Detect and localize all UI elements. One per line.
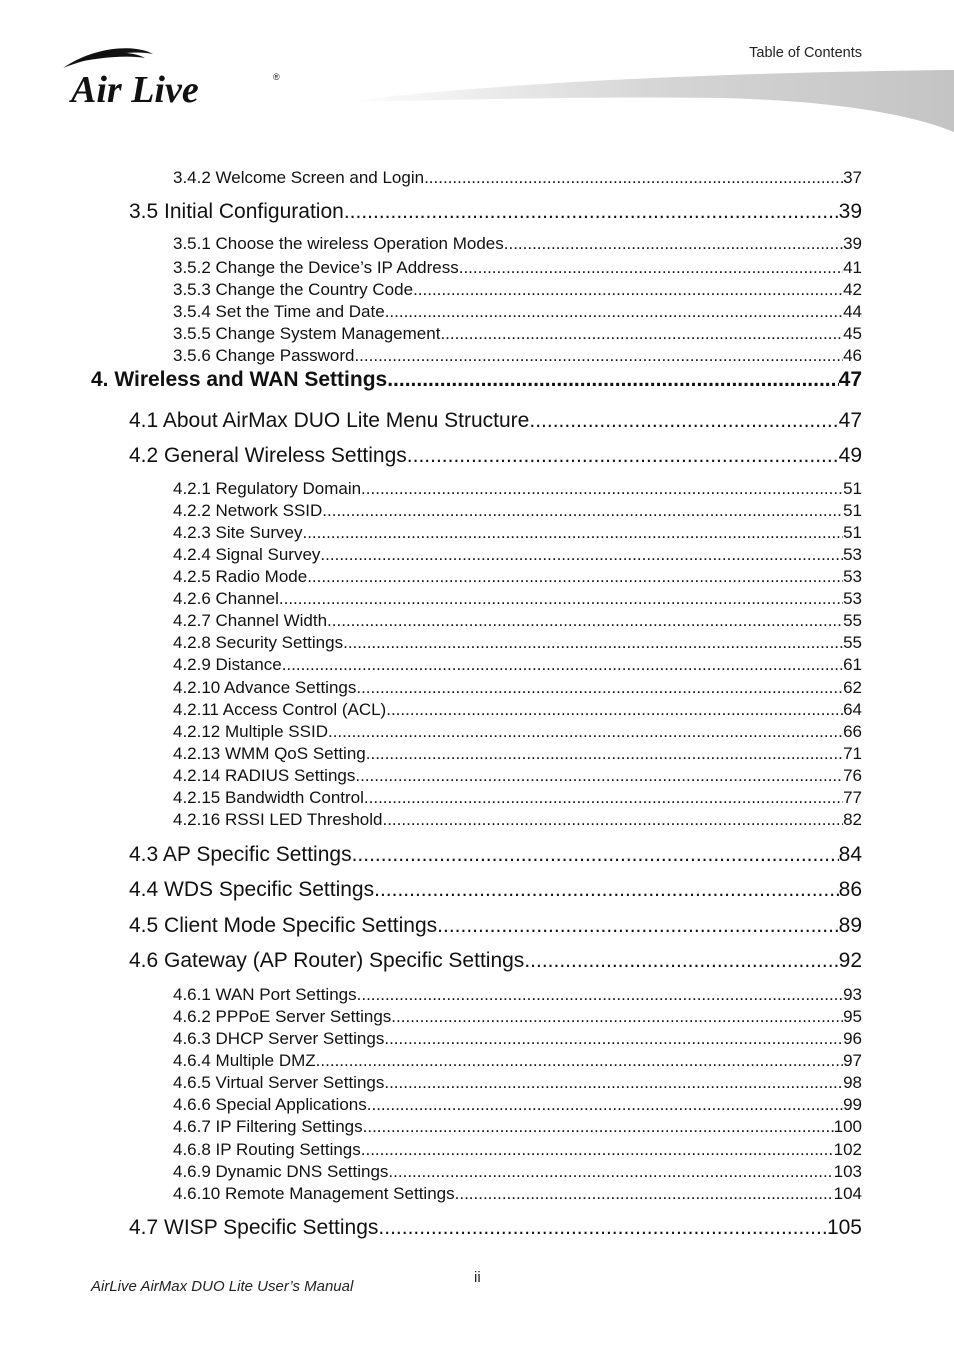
toc-entry-title: 4.2.5 Radio Mode	[173, 567, 308, 586]
toc-dot-leader	[352, 843, 839, 867]
toc-dot-leader	[407, 444, 839, 468]
toc-entry-title: 4.6.6 Special Applications	[173, 1095, 367, 1114]
toc-entry-page: 39	[843, 234, 862, 253]
toc-entry[interactable]	[173, 258, 862, 278]
toc-entry-page: 39	[838, 200, 862, 223]
toc-entry-title: 4.2.4 Signal Survey	[173, 545, 321, 564]
toc-entry-page: 55	[843, 633, 862, 652]
toc-entry-title: 3.5.3 Change the Country Code	[173, 280, 414, 299]
toc-entry-page: 100	[833, 1117, 862, 1136]
toc-dot-leader	[391, 1007, 843, 1027]
toc-entry[interactable]	[173, 1051, 862, 1071]
toc-entry-title: 3.4.2 Welcome Screen and Login	[173, 168, 425, 187]
toc-entry-page: 46	[843, 346, 862, 365]
manual-title: AirLive AirMax DUO Lite User’s Manual	[91, 1278, 354, 1295]
toc-entry-title: 4.2.11 Access Control (ACL)	[173, 700, 387, 719]
toc-dot-leader	[382, 810, 843, 830]
toc-dot-leader	[384, 1029, 843, 1049]
toc-dot-leader	[361, 1140, 834, 1160]
toc-entry[interactable]	[173, 523, 862, 543]
toc-dot-leader	[524, 949, 838, 973]
toc-entry-title: 4.2.10 Advance Settings	[173, 678, 357, 697]
toc-dot-leader	[361, 479, 843, 499]
toc-entry-page: 41	[843, 258, 862, 277]
toc-entry-page: 84	[838, 843, 862, 866]
toc-entry-title: 4.2.12 Multiple SSID	[173, 722, 328, 741]
toc-dot-leader	[355, 766, 843, 786]
toc-entry-page: 55	[843, 611, 862, 630]
toc-dot-leader	[328, 722, 843, 742]
toc-entry[interactable]	[173, 611, 862, 631]
toc-dot-leader	[357, 985, 843, 1005]
toc-entry[interactable]	[173, 1162, 862, 1182]
toc-entry[interactable]	[129, 843, 862, 867]
toc-entry-title: 4. Wireless and WAN Settings	[91, 368, 388, 391]
toc-dot-leader	[387, 368, 838, 392]
airlive-logo	[55, 40, 295, 115]
toc-dot-leader	[504, 234, 843, 254]
toc-entry-page: 53	[843, 545, 862, 564]
toc-entry-title: 4.1 About AirMax DUO Lite Menu Structure	[129, 409, 530, 432]
toc-entry[interactable]	[129, 914, 862, 938]
toc-entry-title: 4.6.8 IP Routing Settings	[173, 1140, 361, 1159]
toc-entry-title: 4.2.15 Bandwidth Control	[173, 788, 364, 807]
toc-entry-page: 97	[843, 1051, 862, 1070]
toc-dot-leader	[327, 611, 843, 631]
toc-entry-page: 99	[843, 1095, 862, 1114]
toc-entry-title: 4.3 AP Specific Settings	[129, 843, 352, 866]
toc-entry-title: 4.6.9 Dynamic DNS Settings	[173, 1162, 389, 1181]
toc-entry-title: 4.7 WISP Specific Settings	[129, 1216, 379, 1239]
toc-entry-title: 4.6.7 IP Filtering Settings	[173, 1117, 363, 1136]
header-swoosh	[340, 70, 954, 140]
toc-entry-page: 93	[843, 985, 862, 1004]
toc-dot-leader	[386, 700, 843, 720]
toc-dot-leader	[459, 258, 843, 278]
toc-entry-page: 47	[838, 368, 862, 391]
toc-entry[interactable]	[129, 200, 862, 224]
toc-entry-title: 4.2.7 Channel Width	[173, 611, 328, 630]
toc-entry-title: 3.5.1 Choose the wireless Operation Modes	[173, 234, 504, 253]
toc-entry-title: 4.2.8 Security Settings	[173, 633, 344, 652]
toc-entry-page: 51	[843, 523, 862, 542]
toc-entry-page: 53	[843, 567, 862, 586]
toc-entry-title: 4.2.2 Network SSID	[173, 501, 323, 520]
toc-entry[interactable]	[173, 810, 862, 830]
toc-entry[interactable]	[173, 655, 862, 675]
toc-dot-leader	[366, 744, 843, 764]
toc-entry[interactable]	[173, 324, 862, 344]
logo-swoosh-icon	[63, 48, 153, 68]
toc-entry-title: 4.2.13 WMM QoS Setting	[173, 744, 366, 763]
toc-entry[interactable]	[173, 280, 862, 300]
toc-entry[interactable]	[173, 744, 862, 764]
toc-entry-title: 4.2.9 Distance	[173, 655, 282, 674]
toc-entry-page: 49	[838, 444, 862, 467]
toc-entry[interactable]	[173, 985, 862, 1005]
toc-entry[interactable]	[173, 1007, 862, 1027]
toc-dot-leader	[363, 1117, 834, 1137]
toc-entry[interactable]	[173, 633, 862, 653]
toc-entry-title: 4.6.10 Remote Management Settings	[173, 1184, 455, 1203]
toc-entry[interactable]	[173, 302, 862, 322]
toc-entry[interactable]	[173, 346, 862, 366]
toc-entry-page: 51	[843, 479, 862, 498]
toc-entry[interactable]	[173, 589, 862, 609]
toc-entry[interactable]	[173, 567, 862, 587]
toc-dot-leader	[385, 302, 843, 322]
toc-entry[interactable]	[129, 1216, 862, 1240]
toc-dot-leader	[322, 501, 843, 521]
toc-entry-page: 47	[838, 409, 862, 432]
toc-entry-title: 3.5 Initial Configuration	[129, 200, 344, 223]
toc-dot-leader	[455, 1184, 834, 1204]
toc-entry[interactable]	[173, 678, 862, 698]
toc-entry-page: 103	[833, 1162, 862, 1181]
toc-dot-leader	[364, 788, 843, 808]
toc-entry-page: 102	[833, 1140, 862, 1159]
toc-entry[interactable]	[173, 722, 862, 742]
toc-entry-title: 4.6 Gateway (AP Router) Specific Settings	[129, 949, 525, 972]
toc-entry-title: 4.5 Client Mode Specific Settings	[129, 914, 438, 937]
toc-entry-title: 4.6.3 DHCP Server Settings	[173, 1029, 385, 1048]
logo-registered-mark: ®	[273, 72, 280, 82]
toc-entry[interactable]	[173, 1095, 862, 1115]
toc-entry-page: 42	[843, 280, 862, 299]
toc-dot-leader	[344, 200, 839, 224]
toc-dot-leader	[374, 878, 839, 902]
toc-dot-leader	[529, 409, 838, 433]
toc-dot-leader	[413, 280, 843, 300]
toc-entry-page: 66	[843, 722, 862, 741]
toc-entry-title: 3.5.4 Set the Time and Date	[173, 302, 385, 321]
toc-entry-page: 37	[843, 168, 862, 187]
toc-entry-page: 86	[838, 878, 862, 901]
toc-dot-leader	[356, 678, 843, 698]
toc-dot-leader	[367, 1095, 843, 1115]
toc-entry[interactable]	[129, 949, 862, 973]
toc-entry-page: 44	[843, 302, 862, 321]
page-number: ii	[474, 1269, 481, 1286]
toc-entry-title: 3.5.2 Change the Device’s IP Address	[173, 258, 459, 277]
toc-entry-page: 45	[843, 324, 862, 343]
toc-entry[interactable]	[129, 409, 862, 433]
toc-dot-leader	[384, 1073, 843, 1093]
toc-entry[interactable]	[129, 444, 862, 468]
toc-entry-title: 3.5.6 Change Password	[173, 346, 355, 365]
toc-entry[interactable]	[173, 788, 862, 808]
toc-dot-leader	[282, 655, 843, 675]
toc-dot-leader	[424, 168, 843, 188]
toc-entry-page: 98	[843, 1073, 862, 1092]
toc-entry[interactable]	[173, 766, 862, 786]
toc-entry-page: 92	[838, 949, 862, 972]
toc-entry[interactable]	[129, 878, 862, 902]
toc-entry[interactable]	[173, 700, 862, 720]
toc-entry-title: 4.2 General Wireless Settings	[129, 444, 407, 467]
toc-entry[interactable]	[173, 168, 862, 188]
toc-entry-page: 53	[843, 589, 862, 608]
toc-entry[interactable]	[173, 1029, 862, 1049]
toc-entry-page: 64	[843, 700, 862, 719]
toc-entry-page: 104	[833, 1184, 862, 1203]
toc-entry-title: 4.6.1 WAN Port Settings	[173, 985, 357, 1004]
toc-entry-page: 96	[843, 1029, 862, 1048]
toc-dot-leader	[307, 567, 843, 587]
toc-entry[interactable]	[173, 479, 862, 499]
toc-dot-leader	[378, 1216, 827, 1240]
toc-entry[interactable]	[173, 1073, 862, 1093]
toc-entry[interactable]	[173, 1184, 862, 1204]
toc-dot-leader	[316, 1051, 843, 1071]
toc-entry-page: 61	[843, 655, 862, 674]
section-label: Table of Contents	[749, 45, 862, 61]
toc-entry[interactable]	[91, 368, 862, 392]
toc-entry-page: 82	[843, 810, 862, 829]
toc-entry-title: 4.2.6 Channel	[173, 589, 279, 608]
logo-text: Air Live	[71, 69, 199, 111]
toc-dot-leader	[388, 1162, 833, 1182]
toc-entry-page: 51	[843, 501, 862, 520]
toc-entry-title: 4.2.14 RADIUS Settings	[173, 766, 356, 785]
toc-dot-leader	[354, 346, 843, 366]
toc-entry-title: 3.5.5 Change System Management	[173, 324, 441, 343]
toc-entry-title: 4.2.1 Regulatory Domain	[173, 479, 362, 498]
toc-entry-page: 71	[843, 744, 862, 763]
toc-entry[interactable]	[173, 501, 862, 521]
toc-entry-title: 4.6.5 Virtual Server Settings	[173, 1073, 385, 1092]
toc-entry-page: 76	[843, 766, 862, 785]
toc-dot-leader	[437, 914, 838, 938]
toc-dot-leader	[320, 545, 843, 565]
toc-entry-page: 105	[826, 1216, 862, 1239]
toc-dot-leader	[302, 523, 843, 543]
toc-entry-title: 4.2.16 RSSI LED Threshold	[173, 810, 383, 829]
toc-entry-page: 95	[843, 1007, 862, 1026]
toc-entry-title: 4.2.3 Site Survey	[173, 523, 303, 542]
toc-entry[interactable]	[173, 1117, 862, 1137]
toc-dot-leader	[440, 324, 843, 344]
toc-entry[interactable]	[173, 1140, 862, 1160]
toc-entry-page: 62	[843, 678, 862, 697]
toc-entry[interactable]	[173, 234, 862, 254]
toc-entry-title: 4.6.2 PPPoE Server Settings	[173, 1007, 392, 1026]
toc-dot-leader	[343, 633, 843, 653]
toc-entry-title: 4.6.4 Multiple DMZ	[173, 1051, 316, 1070]
toc-entry-page: 89	[838, 914, 862, 937]
toc-entry[interactable]	[173, 545, 862, 565]
toc-entry-page: 77	[843, 788, 862, 807]
toc-dot-leader	[279, 589, 843, 609]
toc-entry-title: 4.4 WDS Specific Settings	[129, 878, 375, 901]
